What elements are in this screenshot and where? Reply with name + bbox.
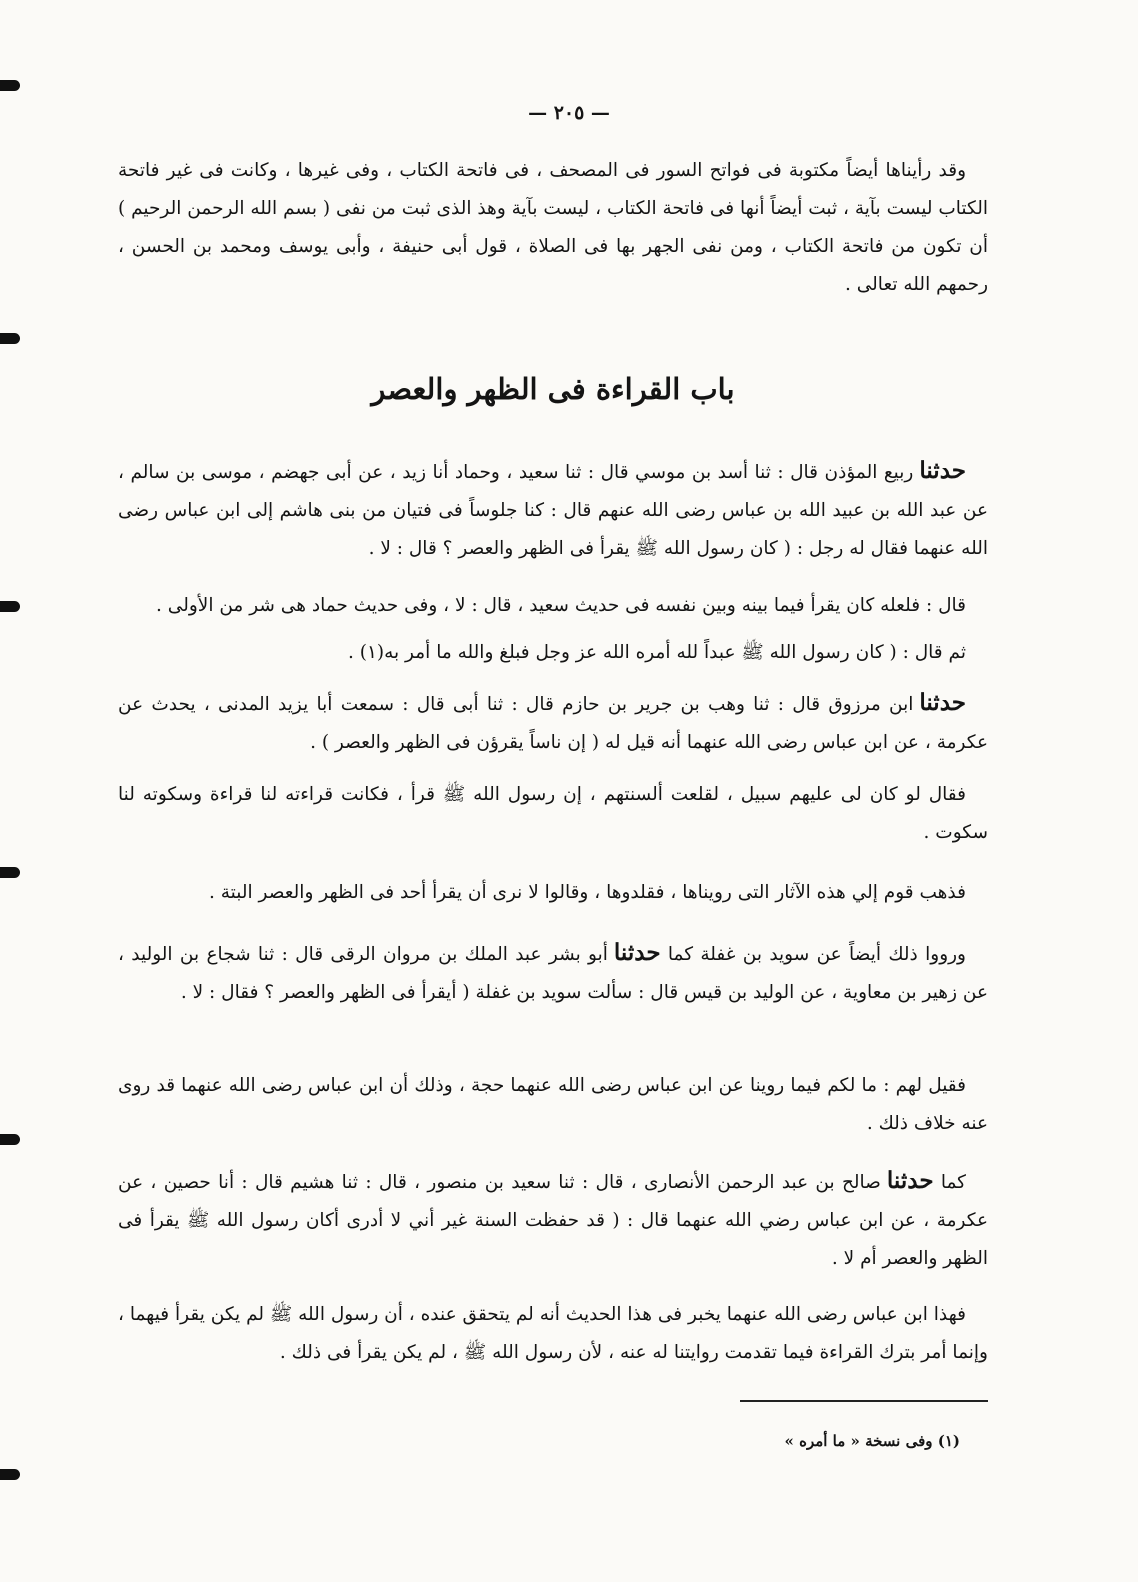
paragraph-7 [118,934,988,1012]
scan-margin-mark [0,601,20,612]
footnote: (١) وفى نسخة « ما أمره » [784,1432,960,1450]
hadith-lead-word: حدثنا [919,457,966,484]
footnote-separator [740,1400,988,1402]
paragraph-text: فقيل لهم : ما لكم فيما روينا عن ابن عباس رضى الله عنهما حجة ، وذلك أن ابن عباس رضى الله عنهما قد روى عنه خلاف ذلك . [118,1075,988,1134]
paragraph-text: وقد رأيناها أيضاً مكتوبة فى فواتح السور فى المصحف ، فى فاتحة الكتاب ، وفى غيرها ، وكانت فى غير فاتحة الكتاب ليست بآية ، ثبت أيضاً أنها فى فاتحة الكتاب ، ليست بآية وهذ الذى ثبت من نفى ( بسم الله الرحمن الرحيم ) أن تكون من فاتحة الكتاب ، ومن نفى الجهر بها فى الصلاة ، قول أبى حنيفة ، وأبى يوسف ومحمد بن الحسن ، رحمهم الله تعالى . [118,160,988,295]
scan-margin-mark [0,1134,20,1145]
hadith-lead-word: حدثنا [613,939,661,966]
hadith-lead-word: حدثنا [919,689,966,716]
paragraph-2 [118,587,988,625]
paragraph-text: قال : فلعله كان يقرأ فيما بينه وبين نفسه فى حديث سعيد ، قال : لا ، وفى حديث حماد هى شر من الأولى . [156,595,966,616]
paragraph-1 [118,452,988,568]
scan-margin-mark [0,333,20,344]
paragraph-text: فقال لو كان لى عليهم سبيل ، لقلعت ألسنتهم ، إن رسول الله ﷺ قرأ ، فكانت قراءته لنا قراءة وسكوته لنا سكوت . [118,784,988,843]
paragraph-3 [118,634,988,672]
scan-margin-mark [0,867,20,878]
scan-margin-mark [0,80,20,91]
section-heading: باب القراءة فى الظهر والعصر [371,372,735,406]
paragraph-text: ورووا ذلك أيضاً عن سويد بن غفلة كما [660,944,966,965]
paragraph-text: صالح بن عبد الرحمن الأنصارى ، قال : ثنا سعيد بن منصور ، قال : ثنا هشيم قال : أنا حصين ، عن عكرمة ، عن ابن عباس رضي الله عنهما قال : ( قد حفظت السنة غير أني لا أدرى أكان رسول الله ﷺ يقرأ فى الظهر والعصر أم لا . [118,1172,988,1269]
paragraph-text: أبو بشر عبد الملك بن مروان الرقى قال : ثنا شجاع بن الوليد ، عن زهير بن معاوية ، عن الوليد بن قيس قال : سألت سويد بن غفلة ( أيقرأ فى الظهر والعصر ؟ فقال : لا . [118,944,988,1003]
paragraph-5 [118,776,988,852]
paragraph-4 [118,684,988,762]
page-number: — ٢٠٥ — [528,102,610,124]
opening-paragraph [118,152,988,304]
paragraph-9 [118,1162,988,1278]
paragraph-text: فذهب قوم إلي هذه الآثار التى رويناها ، فقلدوها ، وقالوا لا نرى أن يقرأ أحد فى الظهر والعصر البتة . [208,882,966,903]
paragraph-10 [118,1296,988,1372]
paragraph-6 [118,874,988,912]
paragraph-text: فهذا ابن عباس رضى الله عنهما يخبر فى هذا الحديث أنه لم يتحقق عنده ، أن رسول الله ﷺ لم يكن يقرأ فيهما ، وإنما أمر بترك القراءة فيما تقدمت روايتنا له عنه ، لأن رسول الله ﷺ ، لم يكن يقرأ فى ذلك . [118,1304,988,1363]
paragraph-8 [118,1067,988,1143]
scan-margin-mark [0,1469,20,1480]
paragraph-text: ربيع المؤذن قال : ثنا أسد بن موسي قال : ثنا سعيد ، وحماد أنا زيد ، عن أبى جهضم ، موسى بن سالم ، عن عبد الله بن عبيد الله بن عباس رضى الله عنهم قال : كنا جلوساً فى فتيان من بنى هاشم إلى ابن عباس رضى الله عنهما فقال له رجل : ( كان رسول الله ﷺ يقرأ فى الظهر والعصر ؟ قال : لا . [118,462,988,559]
paragraph-text: كما [933,1172,966,1193]
paragraph-text: ابن مرزوق قال : ثنا وهب بن جرير بن حازم قال : ثنا أبى قال : سمعت أبا يزيد المدنى ، يحدث عن عكرمة ، عن ابن عباس رضى الله عنهما أنه قيل له ( إن ناساً يقرؤن فى الظهر والعصر ) . [118,694,988,753]
hadith-lead-word: حدثنا [886,1167,934,1194]
paragraph-text: ثم قال : ( كان رسول الله ﷺ عبداً لله أمره الله عز وجل فبلغ والله ما أمر به(١) . [347,642,966,663]
